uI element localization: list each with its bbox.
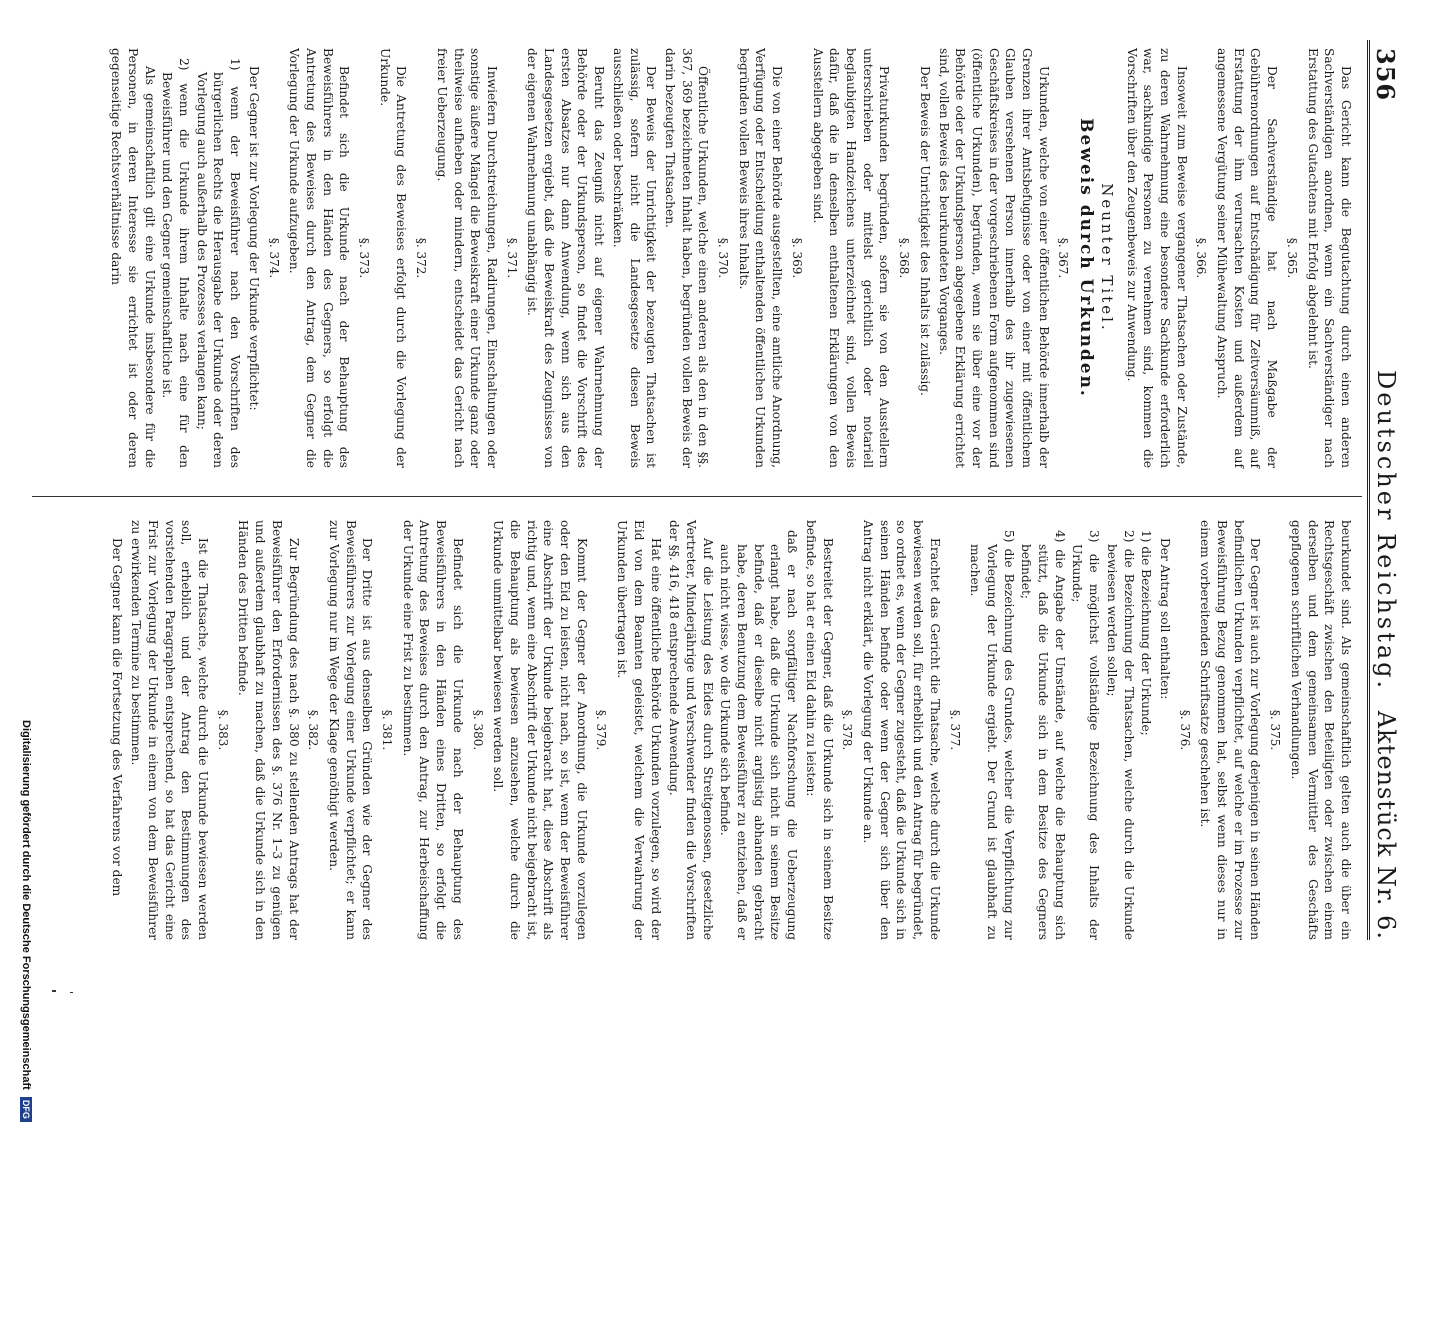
list-item: 2) wenn die Urkunde ihrem Inhalte nach eine für den Beweisführer und den Gegner gemeinschaftliche ist. (160, 58, 191, 468)
section-heading: §. 373. (357, 237, 372, 279)
paragraph: Erachtet das Gericht die Thatsache, welche durch die Urkunde bewiesen werden soll, für erheblich und den Antrag für begründet, so ordnet es, wenn der Gegner zugesteht, daß die Urkunde sich in seinen Händen befinde oder wenn der Gegner sich über den Antrag nicht erklärt, die Vorlegung der Urkunde an. (861, 520, 942, 940)
paragraph: Öffentliche Urkunden, welche einen anderen als den in den §§. 367, 369 bezeichneten Inhalt haben, begründen vollen Beweis der darin bezeugten Thatsachen. (662, 48, 711, 468)
list-item: 4) die Angabe der Umstände, auf welche die Behauptung sich stützt, daß die Urkunde sich in dem Besitze des Gegners befindet; (1019, 530, 1067, 940)
section-heading: §. 368. (897, 237, 912, 279)
paragraph: Die Antretung des Beweises erfolgt durch die Vorlegung der Urkunde. (377, 48, 409, 468)
paragraph: Urkunden, welche von einer öffentlichen Behörde innerhalb der Grenzen ihrer Amtsbefugnisse oder von einer mit öffentlichem Glauben versehenen Person innerhalb des ihr zugewiesenen Geschäftskreises in der vorgeschriebenen Form aufgenommen sind (öffentliche Urkunden), begründen, wenn sie über eine vor der Behörde oder der Urkundsperson abgegebene Erklärung errichtet sind, vollen Beweis des beurkundeten Vorganges. (936, 48, 1051, 468)
paragraph: Der Gegner kann die Fortsetzung des Verfahrens vor dem (110, 538, 125, 897)
digitization-credit (20, 720, 32, 1320)
section-heading: §. 374. (266, 237, 281, 279)
paragraph: Befindet sich die Urkunde nach der Behauptung des Beweisführers in den Händen eines Dritten, so erfolgt die Antretung des Beweises durch den Antrag, zur Herbeischaffung der Urkunde eine Frist zu bestimmen. (400, 520, 465, 940)
section-heading: §. 379. (594, 709, 609, 751)
running-title: Deutscher Reichstag. (1372, 370, 1400, 692)
paragraph: Befindet sich die Urkunde nach der Behauptung des Beweisführers in den Händen des Gegners, so erfolgt die Antretung des Beweises durch den Antrag, dem Gegner die Vorlegung der Urkunde aufzugeben. (287, 48, 352, 468)
oath-text: daß er nach sorgfältiger Nachforschung die Ueberzeugung erlangt habe, daß die Urkunde sich nicht in seinem Besitze befinde, daß er dieselbe nicht arglistig abhanden gebracht habe, deren Benutzung dem Beweisführer zu entziehen, daß er auch nicht wisse, wo die Urkunde sich befinde. (718, 530, 800, 940)
column-divider (32, 496, 1362, 497)
left-column (105, 48, 1354, 468)
paragraph: Privaturkunden begründen, sofern sie von den Ausstellern unterschrieben oder mittelst gerichtlich oder notariell beglaubigten Handzeichens unterzeichnet sind, vollen Beweis dafür, daß die in denselben enthaltenen Erklärungen von den Ausstellern abgegeben sind. (810, 48, 892, 468)
section-heading: §. 370. (716, 237, 731, 279)
section-heading: §. 366. (1194, 237, 1209, 279)
page-header (1370, 40, 1410, 940)
header-rule (1367, 40, 1370, 940)
list-item: 1) die Bezeichnung der Urkunde; (1139, 530, 1154, 736)
title-name: Beweis durch Urkunden. (1076, 118, 1097, 398)
paragraph: Auf die Leistung des Eides durch Streitgenossen, gesetzliche Vertreter, Minderjährige und Verschwender finden die Vorschriften der §§. 416, 418 entsprechende Anwendung. (667, 520, 715, 940)
paragraph: Die von einer Behörde ausgestellten, eine amtliche Anordnung, Verfügung oder Entscheidung enthaltenden öffentlichen Urkunden begründen vollen Beweis ihres Inhalts. (736, 48, 785, 468)
credit-text: Digitalisierung gefördert durch die Deutsche Forschungsgemeinschaft (20, 720, 32, 1090)
section-heading: §. 367. (1056, 237, 1071, 279)
section-heading: §. 375. (1268, 709, 1283, 751)
paragraph: Beruht das Zeugniß nicht auf eigener Wahrnehmung der Behörde oder der Urkundsperson, so findet die Vorschrift des ersten Absatzes nur dann Anwendung, wenn sich aus den Landesgesetzen ergiebt, daß die Beweiskraft des Zeugnisses von der eigenen Wahrnehmung unabhängig ist. (525, 48, 607, 468)
paragraph: Ist die Thatsache, welche durch die Urkunde bewiesen werden soll, erheblich und der Antrag den Bestimmungen des vorstehenden Paragraphen entsprechend, so hat das Gericht eine Frist zur Vorlegung der Urkunde in einem von dem Beweisführer zu erwirkenden Termine zu bestimmen. (129, 520, 210, 940)
section-heading: §. 369. (789, 237, 804, 279)
section-heading: §. 365. (1284, 237, 1299, 279)
paragraph: Insoweit zum Beweise vergangener Thatsachen oder Zustände, zu deren Wahrnehmung eine besondere Sachkunde erforderlich war, sachkundige Personen zu vernehmen sind, kommen die Vorschriften über den Zeugenbeweis zur Anwendung. (1124, 48, 1189, 468)
paragraph: Das Gericht kann die Begutachtung durch einen anderen Sachverständigen anordnen, wenn ein Sachverständiger nach Erstattung des Gutachtens mit Erfolg abgelehnt ist. (1305, 48, 1353, 468)
section-heading: §. 378. (840, 709, 855, 751)
list-item: 1) wenn der Beweisführer nach den Vorschriften des bürgerlichen Rechts die Herausgabe der Urkunde oder deren Vorlegung auch außerhalb des Prozesses verlangen kann; (194, 58, 243, 468)
right-column (107, 520, 1354, 940)
paragraph: Inwiefern Durchstreichungen, Radirungen, Einschaltungen oder sonstige äußere Mängel die Beweiskraft einer Urkunde ganz oder theilweise aufheben oder mindern, entscheidet das Gericht nach freier Ueberzeugung. (434, 48, 499, 468)
page-number: 356 (1371, 48, 1400, 102)
section-heading: §. 382. (306, 709, 321, 751)
dfg-logo: DFG (20, 1097, 32, 1122)
list-item: 2) die Bezeichnung der Thatsachen, welche durch die Urkunde bewiesen werden sollen; (1104, 530, 1136, 940)
scan-speck (52, 990, 56, 992)
paragraph: Bestreitet der Gegner, daß die Urkunde sich in seinem Besitze befinde, so hat er einen Eid dahin zu leisten: (803, 520, 835, 940)
paragraph: Zur Begründung des nach §. 380 zu stellenden Antrags hat der Beweisführer den Erfordernissen des §. 376 Nr. 1–3 zu genügen und außerdem glaubhaft zu machen, daß die Urkunde sich in den Händen des Dritten befinde. (236, 520, 301, 940)
paragraph: Der Beweis der Unrichtigkeit der bezeugten Thatsachen ist zulässig, sofern nicht die Landesgesetze diesen Beweis ausschließen oder beschränken. (610, 48, 659, 468)
section-heading: §. 371. (504, 237, 519, 279)
section-heading: §. 381. (380, 709, 395, 751)
section-heading: §. 380. (470, 709, 485, 751)
paragraph: Der Gegner ist auch zur Vorlegung derjenigen in seinen Händen befindlichen Urkunden verpflichtet, auf welche er im Prozesse zur Beweisführung Bezug genommen hat, selbst wenn dieses nur in einem vorbereitenden Schriftsatze geschehen ist. (1198, 520, 1263, 940)
paragraph: beurkundet sind. Als gemeinschaftlich gelten auch die über ein Rechtsgeschäft zwischen den Beteiligten oder zwischen einem derselben und dem gemeinsamen Vermittler des Geschäfts gepflogenen schriftlichen Verhandlungen. (1288, 520, 1353, 940)
section-heading: §. 376. (1177, 709, 1192, 751)
paragraph: Der Gegner ist zur Vorlegung der Urkunde verpflichtet: (246, 66, 261, 411)
paragraph: Der Dritte ist aus denselben Gründen wie der Gegner des Beweisführers zur Vorlegung einer Urkunde verpflichtet; er kann zur Vorlegung nur im Wege der Klage genöthigt werden. (326, 520, 375, 940)
paragraph: Als gemeinschaftlich gilt eine Urkunde insbesondere für die Personen, in deren Interesse sie errichtet ist oder deren gegenseitige Rechtsverhältnisse darin (109, 48, 157, 468)
section-heading: §. 377. (947, 709, 962, 751)
list-item: 5) die Bezeichnung des Grundes, welcher die Verpflichtung zur Vorlegung der Urkunde ergiebt. Der Grund ist glaubhaft zu machen. (968, 530, 1016, 940)
paragraph: Kommt der Gegner der Anordnung, die Urkunde vorzulegen oder den Eid zu leisten, nicht nach, so ist, wenn der Beweisführer eine Abschrift der Urkunde beigebracht hat, diese Abschrift als richtig und, wenn eine Abschrift der Urkunde nicht beigebracht ist, die Behauptung als bewiesen anzusehen, welche durch die Urkunde unmittelbar bewiesen werden soll. (491, 520, 589, 940)
paragraph: Der Beweis der Unrichtigkeit des Inhalts ist zulässig. (917, 66, 932, 396)
section-heading: §. 383. (215, 709, 230, 751)
attachment-label: Aktenstück Nr. 6. (1372, 710, 1400, 940)
list-item: 3) die möglichst vollständige Bezeichnung des Inhalts der Urkunde; (1070, 530, 1102, 940)
paragraph: Der Sachverständige hat nach Maßgabe der Gebührenordnungen auf Entschädigung für Zeitversäumniß, auf Erstattung der ihm verursachten Kosten und außerdem auf angemessene Vergütung seiner Mühewaltung Anspruch. (1215, 48, 1280, 468)
section-heading: §. 372. (414, 237, 429, 279)
title-number: Neunter Titel. (1097, 183, 1116, 333)
scan-speck (70, 992, 73, 993)
paragraph: Hat eine öffentliche Behörde Urkunden vorzulegen, so wird der Eid von dem Beamten geleistet, welchem die Verwahrung der Urkunden übertragen ist. (615, 520, 663, 940)
paragraph: Der Antrag soll enthalten: (1157, 538, 1172, 700)
